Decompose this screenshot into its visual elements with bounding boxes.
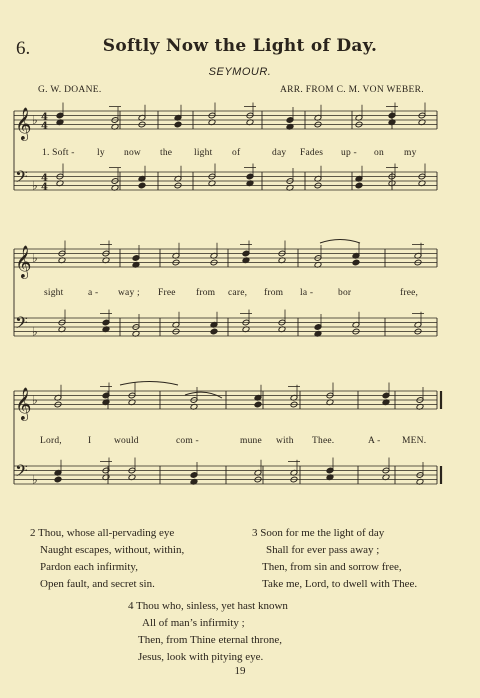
flat-key-signature: ♭ <box>32 324 38 339</box>
treble-clef: 𝄞 <box>15 245 32 278</box>
author-credit: G. W. DOANE. <box>38 85 102 95</box>
lyric-syllable: care, <box>228 288 248 298</box>
bass-clef: 𝄢 <box>15 166 28 191</box>
stanza-line: Pardon each infirmity, <box>40 561 138 573</box>
bass-clef: 𝄢 <box>15 312 28 337</box>
arranger-credit: ARR. FROM C. M. VON WEBER. <box>280 85 424 95</box>
lyric-syllable: way ; <box>118 288 140 298</box>
stanza-line: Then, from Thine eternal throne, <box>138 634 282 646</box>
stanza-line: Open fault, and secret sin. <box>40 578 155 590</box>
stanza-line: Take me, Lord, to dwell with Thee. <box>262 578 418 590</box>
bass-clef: 𝄢 <box>15 460 28 485</box>
note-head <box>355 182 363 189</box>
lyric-syllable: A - <box>368 436 381 446</box>
tie <box>185 392 222 398</box>
note-head <box>254 401 262 408</box>
lyric-syllable: com - <box>176 436 199 446</box>
flat-key-signature: ♭ <box>32 251 38 265</box>
stanza-4 <box>128 598 288 666</box>
lyric-syllable: my <box>404 148 417 158</box>
lyric-syllable: 1. Soft - <box>42 148 75 158</box>
lyric-syllable: up - <box>341 148 357 158</box>
hymn-number: 6. <box>16 38 31 59</box>
page-number: 19 <box>234 665 246 677</box>
stanza-2 <box>30 525 184 593</box>
flat-key-signature: ♭ <box>32 472 38 487</box>
lyric-syllable: la - <box>300 288 314 298</box>
time-signature: 4 <box>41 173 48 184</box>
lyric-syllable: the <box>160 148 173 158</box>
lyric-syllable: I <box>88 436 92 446</box>
note-head <box>174 121 182 128</box>
hymn-title: Softly Now the Light of Day. <box>102 36 378 56</box>
note-head <box>138 182 146 189</box>
lyric-syllable: ly <box>97 148 105 158</box>
lyric-syllable: bor <box>338 288 352 298</box>
lyric-syllable: from <box>196 288 216 298</box>
lyric-syllable: would <box>114 436 139 446</box>
lyric-syllable: light <box>194 148 213 158</box>
stanza-line: Shall for ever pass away ; <box>266 544 380 556</box>
flat-key-signature: ♭ <box>32 178 38 193</box>
stanza-line: 3 Soon for me the light of day <box>252 527 385 539</box>
tie <box>320 240 360 244</box>
lyric-syllable: mune <box>240 436 262 446</box>
time-signature: 4 <box>41 182 48 193</box>
stanza-line: All of man’s infirmity ; <box>142 617 245 629</box>
lyric-syllable: Free <box>158 288 176 298</box>
stanza-line: 2 Thou, whose all-pervading eye <box>30 527 175 539</box>
tune-name: SEYMOUR. <box>208 66 272 78</box>
lyric-syllable: a - <box>88 288 99 298</box>
stanza-line: Then, from sin and sorrow free, <box>262 561 402 573</box>
tie <box>120 382 178 386</box>
stanza-3 <box>252 525 417 593</box>
lyric-syllable: sight <box>44 288 64 298</box>
lyric-syllable: day <box>272 148 287 158</box>
lyric-syllable: Fades <box>300 148 324 158</box>
lyric-syllable: Thee. <box>312 436 335 446</box>
flat-key-signature: ♭ <box>32 113 38 127</box>
time-signature: 4 <box>41 121 48 132</box>
lyric-syllable: with <box>276 436 294 446</box>
lyric-syllable: of <box>232 148 241 158</box>
stanza-line: Naught escapes, without, within, <box>40 544 185 556</box>
lyric-syllable: now <box>124 148 141 158</box>
note-head <box>210 328 218 335</box>
treble-clef: 𝄞 <box>15 107 32 140</box>
note-head <box>352 259 360 266</box>
treble-clef: 𝄞 <box>15 387 32 420</box>
lyric-syllable: MEN. <box>402 436 427 446</box>
lyric-syllable: from <box>264 288 284 298</box>
lyric-syllable: Lord, <box>40 436 62 446</box>
stanza-line: 4 Thou who, sinless, yet hast known <box>128 600 288 612</box>
note-head <box>54 476 62 483</box>
lyric-syllable: free, <box>400 288 419 298</box>
stanza-line: Jesus, look with pitying eye. <box>138 651 264 663</box>
flat-key-signature: ♭ <box>32 393 38 407</box>
time-signature: 4 <box>41 112 48 123</box>
lyric-syllable: on <box>374 148 384 158</box>
